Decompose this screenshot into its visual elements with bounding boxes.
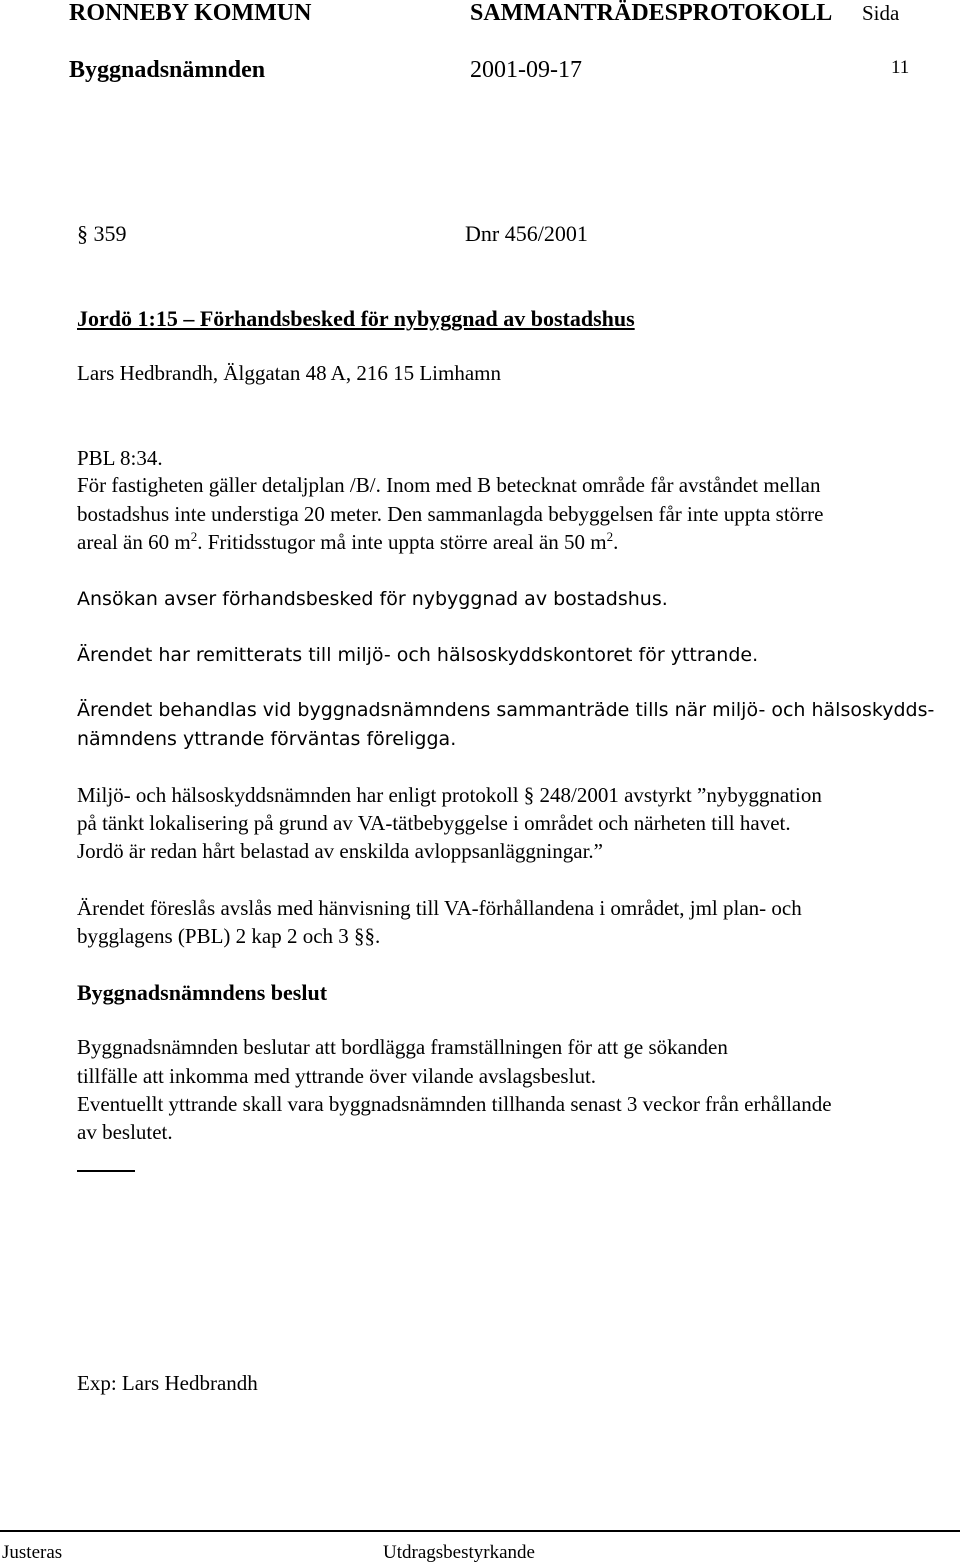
remitted-text: Ärendet har remitterats till miljö- och hälsoskyddskontoret för yttrande. xyxy=(77,644,759,666)
handled-text-line: nämndens yttrande förväntas föreligga. xyxy=(77,728,457,750)
case-title: Jordö 1:15 – Förhandsbesked för nybyggnad av bostadshus xyxy=(77,306,635,331)
plan-text-line: areal än 60 $m^2$. Fritidsstugor må inte uppta större areal än 50 $m^2$. xyxy=(77,529,619,554)
pbl-reference: PBL 8:34. xyxy=(77,446,163,470)
footer-divider xyxy=(0,1530,960,1532)
applicant: Lars Hedbrandh, Älggatan 48 A, 216 15 Limhamn xyxy=(77,361,501,385)
proposal-line: bygglagens (PBL) 2 kap 2 och 3 §§. xyxy=(77,924,381,948)
env-statement-line: Jordö är redan hårt belastad av enskilda avloppsanläggningar.” xyxy=(77,839,603,863)
proposal-line: Ärendet föreslås avslås med hänvisning till VA-förhållandena i området, jml plan- och xyxy=(77,896,802,920)
footer-utdragsbestyrkande: Utdragsbestyrkande xyxy=(383,1542,535,1563)
board-name: Byggnadsnämnden xyxy=(69,57,266,83)
env-statement-line: på tänkt lokalisering på grund av VA-tätbebyggelse i området och närheten till havet. xyxy=(77,811,791,835)
plan-text-line: För fastigheten gäller detaljplan /B/. Inom med B betecknat område får avståndet mellan xyxy=(77,473,821,497)
expedition-recipient: Exp: Lars Hedbrandh xyxy=(77,1371,258,1395)
handled-text-line: Ärendet behandlas vid byggnadsnämndens sammanträde tills när miljö- och hälsoskydds- xyxy=(77,699,935,721)
decision-line: Byggnadsnämnden beslutar att bordlägga framställningen för att ge sökanden xyxy=(77,1035,728,1059)
decision-line: Eventuellt yttrande skall vara byggnadsnämnden tillhanda senast 3 veckor från erhållande xyxy=(77,1092,832,1116)
footer-justeras: Justeras xyxy=(2,1542,63,1563)
document-type: SAMMANTRÄDESPROTOKOLL xyxy=(470,0,833,26)
decision-line: tillfälle att inkomma med yttrande över vilande avslagsbeslut. xyxy=(77,1064,597,1088)
decision-line: av beslutet. xyxy=(77,1120,173,1144)
superscript: 2 xyxy=(606,529,614,544)
plan-text-line: bostadshus inte understiga 20 meter. Den sammanlagda bebyggelsen får inte uppta större xyxy=(77,502,824,526)
page-label: Sida xyxy=(862,1,900,25)
case-dnr: Dnr 456/2001 xyxy=(465,221,588,246)
decision-heading: Byggnadsnämndens beslut xyxy=(77,980,328,1005)
env-statement-line: Miljö- och hälsoskyddsnämnden har enligt protokoll § 248/2001 avstyrkt ”nybyggnation xyxy=(77,783,822,807)
page-number: 11 xyxy=(891,57,910,78)
municipality-name: RONNEBY KOMMUN xyxy=(69,0,312,26)
application-text: Ansökan avser förhandsbesked för nybyggnad av bostadshus. xyxy=(77,588,668,610)
paragraph-number: § 359 xyxy=(77,221,127,246)
meeting-date: 2001-09-17 xyxy=(470,57,582,83)
superscript: 2 xyxy=(190,529,198,544)
section-end-rule xyxy=(77,1170,135,1172)
